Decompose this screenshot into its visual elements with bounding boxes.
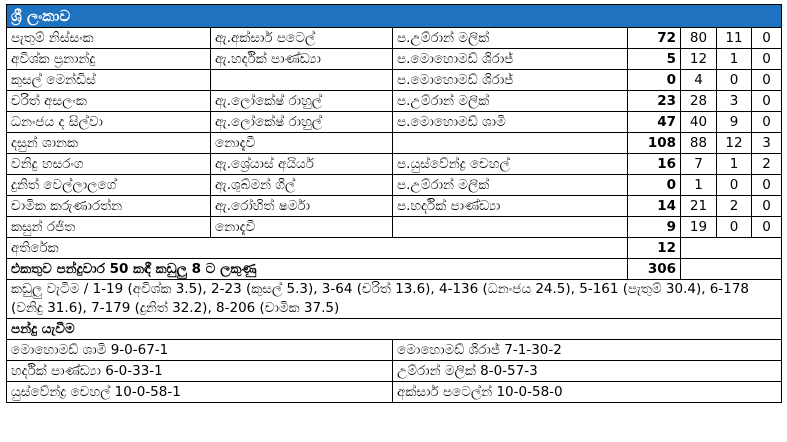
sixes: 0	[752, 217, 782, 238]
runs: 47	[628, 112, 681, 133]
extras-value: 12	[628, 238, 681, 259]
batting-row	[7, 217, 782, 238]
dismissal-fielder: ඇ.ලෝකේෂ් රාහුල්	[211, 112, 393, 133]
dismissal-fielder: ඇ.ශුබ්මන් ගිල්	[211, 175, 393, 196]
dismissal-fielder: ඇ.ලෝකේෂ් රාහුල්	[211, 91, 393, 112]
bowling-title-row	[7, 319, 782, 340]
balls: 88	[681, 133, 717, 154]
batter-name: දසුන් ශානක	[7, 133, 211, 154]
fours: 0	[717, 175, 752, 196]
balls: 12	[681, 49, 717, 70]
sixes: 3	[752, 133, 782, 154]
fours: 3	[717, 91, 752, 112]
batting-row	[7, 28, 782, 49]
bowler-figures-right: මොහොමඩ් ශිරාජ් 7-1-30-2	[393, 340, 782, 361]
dismissal-bowler: ප.මොහොමඩ් ශාමි	[393, 112, 628, 133]
total-value: 306	[628, 259, 681, 280]
batting-row	[7, 49, 782, 70]
sixes: 0	[752, 70, 782, 91]
dismissal-bowler: ප.යුස්වේන්ද්‍ර චෙහල්	[393, 154, 628, 175]
fours: 0	[717, 217, 752, 238]
batting-row	[7, 133, 782, 154]
runs: 14	[628, 196, 681, 217]
runs: 0	[628, 175, 681, 196]
fours: 2	[717, 196, 752, 217]
dismissal-fielder: ඇ.අක්සාර් පටෙල්	[211, 28, 393, 49]
sixes: 0	[752, 49, 782, 70]
total-row	[7, 259, 782, 280]
batter-name: දුනිත් වෙල්ලාලගේ	[7, 175, 211, 196]
fours: 12	[717, 133, 752, 154]
fall-of-wickets: කඩුලු වැටීම / 1-19 (අවිශ්ක 3.5), 2-23 (කුසල් 5.3), 3-64 (චරිත් 13.6), 4-136 (ධනංජය 24.5), 5-161 (පැතුම් 30.4), 6-178 (වනිදු 31.6), 7-179 (දුනිත් 32.2), 8-206 (චාමික 37.5)	[7, 280, 782, 319]
sixes: 2	[752, 154, 782, 175]
dismissal-bowler	[393, 217, 628, 238]
batting-row	[7, 112, 782, 133]
batter-name: චාමික කරුණාරත්න	[7, 196, 211, 217]
bowling-row	[7, 382, 782, 403]
batter-name: චරිත් අසලංක	[7, 91, 211, 112]
batting-row	[7, 91, 782, 112]
batter-name: පැතුම් නිස්සංක	[7, 28, 211, 49]
dismissal-bowler: ප.මොහොමඩ් ශිරාජ්	[393, 70, 628, 91]
team-title-row	[7, 5, 782, 28]
runs: 0	[628, 70, 681, 91]
runs: 108	[628, 133, 681, 154]
batting-table	[6, 4, 782, 403]
runs: 5	[628, 49, 681, 70]
batting-row	[7, 196, 782, 217]
sixes: 0	[752, 112, 782, 133]
balls: 80	[681, 28, 717, 49]
fours: 0	[717, 70, 752, 91]
dismissal-bowler: ප.මොහොමඩ් ශිරාජ්	[393, 49, 628, 70]
dismissal-bowler: ප.උම්රාන් මලික්	[393, 28, 628, 49]
batter-name: වනිදු හසරංග	[7, 154, 211, 175]
bowler-figures-left: යුස්වේන්ද්‍ර චෙහල් 10-0-58-1	[7, 382, 393, 403]
dismissal-fielder	[211, 70, 393, 91]
fall-of-wickets-row	[7, 280, 782, 319]
dismissal-fielder: ඇ.රෝහිත් ෂර්මා	[211, 196, 393, 217]
balls: 28	[681, 91, 717, 112]
dismissal-fielder: ඇ.හර්දික් පාණ්ඩ්‍යා	[211, 49, 393, 70]
batter-name: අවිශ්ක ප්‍රනාන්දු	[7, 49, 211, 70]
total-blank	[681, 259, 782, 280]
bowling-row	[7, 340, 782, 361]
total-label: එකතුව පන්දුවාර 50 කඳී කඩුලු 8 ට ලකුණු	[7, 259, 628, 280]
team-title: ශ්‍රී ලංකාව	[7, 5, 782, 28]
dismissal-fielder: නොදැවී	[211, 133, 393, 154]
sixes: 0	[752, 196, 782, 217]
balls: 4	[681, 70, 717, 91]
sixes: 0	[752, 91, 782, 112]
runs: 9	[628, 217, 681, 238]
balls: 40	[681, 112, 717, 133]
dismissal-bowler: ප.උම්රාන් මලික්	[393, 91, 628, 112]
balls: 21	[681, 196, 717, 217]
sixes: 0	[752, 28, 782, 49]
dismissal-bowler	[393, 133, 628, 154]
batting-row	[7, 70, 782, 91]
bowler-figures-left: හර්දික් පාණ්ඩ්‍යා 6-0-33-1	[7, 361, 393, 382]
bowler-figures-right: උම්රාන් මලික් 8-0-57-3	[393, 361, 782, 382]
sixes: 0	[752, 175, 782, 196]
fours: 11	[717, 28, 752, 49]
batting-row	[7, 175, 782, 196]
dismissal-fielder: නොදැවී	[211, 217, 393, 238]
bowler-figures-left: මොහොමඩ් ශාමි 9-0-67-1	[7, 340, 393, 361]
extras-row	[7, 238, 782, 259]
fours: 1	[717, 49, 752, 70]
balls: 7	[681, 154, 717, 175]
bowling-title: පන්දු යැවීම	[7, 319, 782, 340]
balls: 19	[681, 217, 717, 238]
extras-blank	[681, 238, 782, 259]
balls: 1	[681, 175, 717, 196]
dismissal-bowler: ප.උම්රාන් මලික්	[393, 175, 628, 196]
batter-name: කුසල් මෙන්ඩිස්	[7, 70, 211, 91]
dismissal-fielder: ඇ.ශ්‍රේයාස් අයියර්	[211, 154, 393, 175]
batting-row	[7, 154, 782, 175]
runs: 16	[628, 154, 681, 175]
fours: 9	[717, 112, 752, 133]
bowler-figures-right: අක්සාර් පටෙල්න් 10-0-58-0	[393, 382, 782, 403]
runs: 72	[628, 28, 681, 49]
dismissal-bowler: ප.හර්දික් පාණ්ඩ්‍යා	[393, 196, 628, 217]
extras-label: අතිරේක	[7, 238, 628, 259]
bowling-row	[7, 361, 782, 382]
scorecard	[6, 4, 781, 403]
runs: 23	[628, 91, 681, 112]
batter-name: කසුන් රජිත	[7, 217, 211, 238]
fours: 1	[717, 154, 752, 175]
batter-name: ධනංජය ද සිල්වා	[7, 112, 211, 133]
